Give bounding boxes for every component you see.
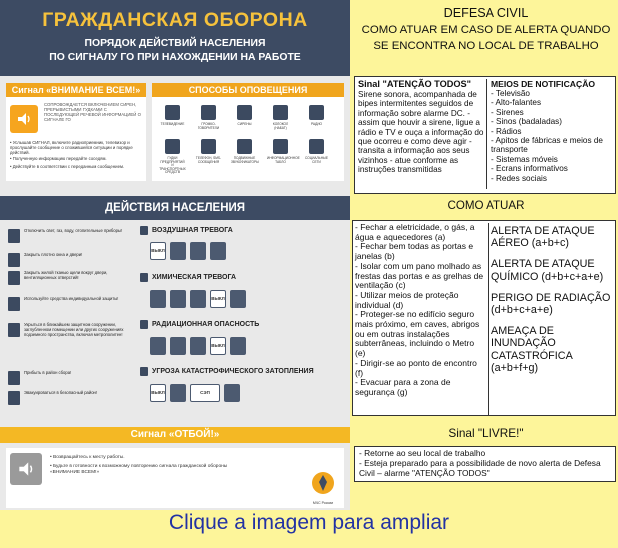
threat-flood: УГРОЗА КАТАСТРОФИЧЕСКОГО ЗАТОПЛЕНИЯ (140, 367, 344, 379)
alert-step: • Полученную информацию передайте соседям. (10, 156, 107, 161)
evacuation-icon (224, 384, 240, 402)
speaker-icon (10, 453, 42, 485)
alert-type: ALERTA DE ATAQUE AÉREO (a+b+c) (491, 225, 595, 250)
heading-line: SE ENCONTRA NO LOCAL DE TRABALHO (373, 40, 599, 52)
como-atuar-heading: COMO ATUAR (447, 199, 525, 212)
poster-title: ГРАЖДАНСКАЯ ОБОРОНА (42, 9, 308, 31)
window-icon (8, 253, 20, 267)
window-icon (170, 242, 186, 260)
actions-panel (352, 220, 616, 416)
list-item: - Rádios (491, 126, 522, 136)
methods-label: СПОСОБЫ ОПОВЕЩЕНИЯ (152, 83, 344, 97)
list-item: - Dirigir-se ao ponto de encontro (f) (355, 357, 477, 378)
method-label: ТЕЛЕФОН, SMS-СООБЩЕНИЯ (195, 156, 222, 164)
enlarge-image-link[interactable]: Clique a imagem para ampliar (168, 511, 450, 534)
method-label: ПОДВИЖНЫЕ ЗВУКОФИКАТОРЫ (231, 156, 259, 164)
poster-subtitle-2: ПО СИГНАЛУ ГО ПРИ НАХОЖДЕНИИ НА РАБОТЕ (49, 52, 301, 63)
otboi-step: • Возвращайтесь к месту работы. (50, 455, 125, 460)
tv-icon (165, 105, 180, 120)
door-icon (190, 290, 206, 308)
emercom-logo-icon (310, 470, 336, 500)
divider (488, 223, 489, 415)
poster-subtitle-1: ПОРЯДОК ДЕЙСТВИЙ НАСЕЛЕНИЯ (84, 38, 266, 49)
alert-type: AMEAÇA DE INUNDAÇÃO CATASTRÓFICA (a+b+f+g) (491, 325, 573, 374)
logo-caption: МЧС России (312, 501, 334, 505)
all-clear-heading: Sinal "LIVRE!" (448, 426, 524, 440)
window-icon (170, 337, 186, 355)
window-icon (170, 290, 186, 308)
poster-header (0, 0, 350, 76)
info-board-icon (273, 139, 288, 154)
method-label: ИНФОРМАЦИОННОЕ ТАБЛО (267, 156, 300, 164)
factory-horn-icon (165, 139, 180, 154)
method-label: СИРЕНЫ (237, 122, 252, 126)
otboi-step: • Будьте в готовности к возможному повторению сигнала гражданской обороны «ВНИМАНИЕ ВСЕМ!» (50, 464, 228, 475)
plane-icon (140, 226, 148, 235)
alert-signal-block (6, 83, 146, 181)
door-icon (8, 271, 20, 285)
gas-mask-icon (150, 290, 166, 308)
attention-signal (358, 79, 484, 175)
action-item: Используйте средства индивидуальной защиты! (6, 296, 128, 318)
list-item: - Alto-falantes (491, 98, 542, 108)
action-steps (355, 223, 486, 398)
switch-off-icon: ВЫКЛ (150, 242, 166, 260)
otboi-label: Сигнал «ОТБОЙ!» (0, 427, 350, 443)
list-item: - Fechar a eletricidade, o gás, a água e aquecedores (a) (355, 222, 475, 242)
speaker-icon (10, 105, 38, 133)
attention-signal-body: Sirene sonora, acompanhada de bipes intermitentes seguidos de informação sobre alarme DC. - assim que houvir a sirene, ligue a rádio e TV e ouça a informação do que ocorreu e como deve agir - transita a informação aos seus vizinhos - atue conforme as instruções transmitidas (358, 90, 484, 175)
alert-types (491, 225, 615, 383)
alert-type: ALERTA DE ATAQUE QUÍMICO (d+b+c+a+e) (491, 258, 604, 283)
evacuation-icon (8, 391, 20, 405)
actions-title: ДЕЙСТВИЯ НАСЕЛЕНИЯ (0, 196, 350, 220)
door-icon (190, 242, 206, 260)
shelter-icon (230, 337, 246, 355)
action-item: Укрыться в ближайшем защитном сооружении, заглубленном помещении или других сооружениях подземного пространства, включая метрополитен! (6, 322, 128, 344)
action-item: Эвакуироваться в безопасный район! (6, 390, 128, 412)
method-label: ТЕЛЕВИДЕНИЕ (160, 122, 185, 126)
list-item: - Proteger-se no edifício seguro mais próximo, em caves, abrigos ou em outras instalações subterrâneas, incluindo o Metro (e) (355, 309, 480, 359)
radiation-icon (140, 320, 148, 329)
list-item: - Isolar com um pano molhado as frestas das portas e as grelhas de ventilação (c) (355, 260, 484, 291)
list-item: - Redes sociais (491, 173, 547, 183)
action-item: Закрыть плотно окна и двери! (6, 252, 128, 274)
mobile-siren-icon (237, 139, 252, 154)
notification-means (491, 79, 615, 183)
method-label: ГУДКИ ПРЕДПРИЯТИЙ И ТРАНСПОРТНЫХ СРЕДСТВ (159, 156, 186, 175)
action-item: Прибыть в район сбора! (6, 370, 128, 392)
list-item: - Utilizar meios de proteção individual (d) (355, 289, 459, 310)
door-icon (190, 337, 206, 355)
assembly-point-icon (8, 371, 20, 385)
shelter-icon (8, 323, 20, 337)
method-label: СОЦИАЛЬНЫЕ СЕТИ (305, 156, 328, 164)
alert-step: • Услышав СИГНАЛ, включите радиоприемник, телевизор и прослушайте сообщение о сложившейся ситуации и порядке действий. (10, 140, 133, 155)
alert-signal-description: СОПРОВОЖДАЕТСЯ ВКЛЮЧЕНИЕМ СИРЕН, ПРЕРЫВИСТЫМИ ГУДКАМИ С ПОСЛЕДУЮЩЕЙ РЕЧЕВОЙ ИНФОРМАЦИЕЙ О СИГНАЛЕ ГО (44, 102, 141, 122)
siren-icon (237, 105, 252, 120)
otboi-block (6, 448, 344, 508)
window-icon (170, 384, 186, 402)
threat-radiation: РАДИАЦИОННАЯ ОПАСНОСТЬ (140, 320, 344, 332)
alert-notification-panel (354, 76, 616, 194)
list-item: - Apitos de fábricas e meios de transporte (491, 136, 603, 155)
social-network-icon (309, 139, 324, 154)
alert-step: • Действуйте в соответствии с переданным сообщением. (10, 164, 125, 169)
switch-icon (8, 229, 20, 243)
method-label: РАДИО (310, 122, 323, 126)
phone-icon (201, 139, 216, 154)
list-item: - Retorne ao seu local de trabalho (359, 448, 486, 458)
list-item: - Televisão (491, 89, 530, 98)
action-item: Закрыть жилой тканью щели вокруг двери, вентиляционных отверстий! (6, 270, 128, 292)
list-item: - Sinos (badaladas) (491, 117, 562, 127)
flood-icon (140, 367, 148, 376)
all-clear-panel (354, 446, 616, 482)
shelter-icon (210, 242, 226, 260)
method-label: КОЛОКОЛ (НАБАТ) (272, 122, 289, 130)
switch-off-icon: ВЫКЛ (210, 290, 226, 308)
translation-header (354, 5, 618, 55)
list-item: - Ecrans informativos (491, 164, 568, 174)
methods-block (152, 83, 344, 181)
bell-icon (273, 105, 288, 120)
alert-type: PERIGO DE RADIAÇÃO (d+b+c+a+e) (491, 291, 611, 317)
heading-line: COMO ATUAR EM CASO DE ALERTA QUANDO (361, 23, 611, 36)
alert-signal-label: Сигнал «ВНИМАНИЕ ВСЕМ!» (6, 83, 146, 97)
switch-off-icon: ВЫКЛ (150, 384, 166, 402)
shelter-icon (230, 290, 246, 308)
heading-title: DEFESA CIVIL (443, 6, 529, 20)
list-item: - Sirenes (491, 107, 524, 117)
list-item: - Evacuar para a zona de segurança (g) (355, 377, 451, 397)
divider (486, 79, 487, 189)
method-label: ГРОМКО-ГОВОРИТЕЛИ (197, 122, 220, 130)
action-item: Отключить свет, газ, воду, отопительные приборы! (6, 228, 128, 250)
threat-air-raid: ВОЗДУШНАЯ ТРЕВОГА (140, 226, 344, 238)
switch-off-icon: ВЫКЛ (210, 337, 226, 355)
list-item: - Sistemas móveis (491, 154, 558, 164)
list-item: - Fechar bem todas as portas e janelas (b) (355, 241, 474, 262)
gas-mask-icon (150, 337, 166, 355)
actions-list (6, 224, 128, 420)
notification-means-title: MEIOS DE NOTIFICAÇÃO (491, 79, 596, 89)
gas-mask-icon (8, 297, 20, 311)
chemical-icon (140, 273, 148, 282)
list-item: - Esteja preparado para a possibilidade de novo alerta de Defesa Civil – alarme "ATENÇÃO TODOS" (359, 457, 601, 478)
loudspeaker-icon (201, 105, 216, 120)
radio-icon (309, 105, 324, 120)
assembly-point-icon: СЭП (190, 384, 220, 402)
attention-signal-title: Sinal "ATENÇÃO TODOS" (358, 79, 472, 89)
threat-chemical: ХИМИЧЕСКАЯ ТРЕВОГА (140, 273, 344, 285)
